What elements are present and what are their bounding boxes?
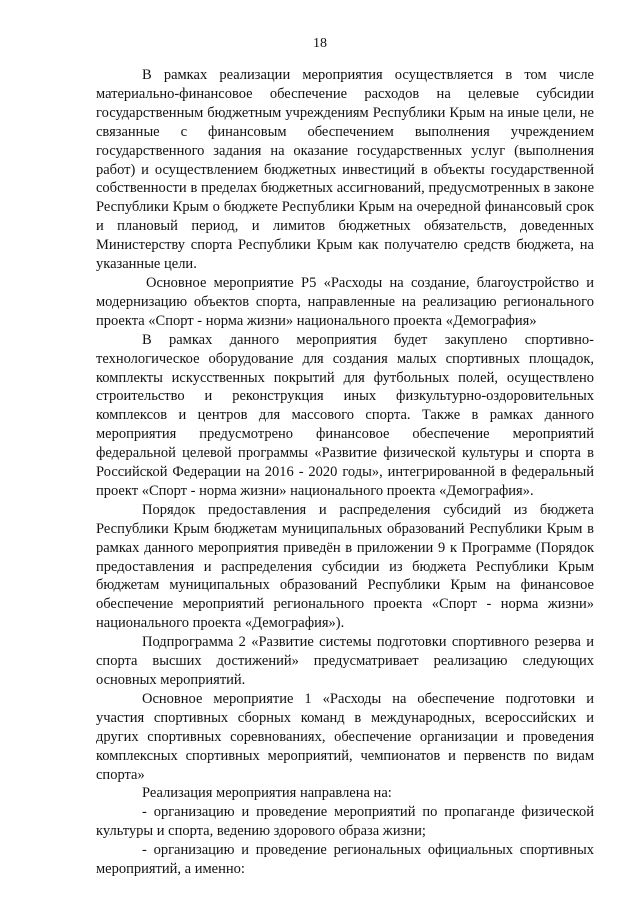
paragraph-subprogram-2: Подпрограмма 2 «Развитие системы подготовки спортивного резерва и спорта высших достижений» предусматривает реализацию следующих основных мероприятий.	[96, 634, 594, 688]
paragraph-main-event-1: Основное мероприятие 1 «Расходы на обеспечение подготовки и участия спортивных сборных команд в международных, всероссийских и других спортивных соревнованиях, обеспечение организации и проведения комплексных спортивных мероприятий, чемпионатов и первенств по видам спорта»	[96, 690, 594, 783]
paragraph-subsidies: В рамках реализации мероприятия осуществляется в том числе материально-финансовое обеспечение расходов на целевые субсидии государственным бюджетным учреждениям Республики Крым на иные цели, не связанные с финансовым обеспечением выполнения учреждением государственного задания на оказание государственных услуг (выполнения работ) и осуществлением бюджетных инвестиций в объекты государственной собственности в пределах бюджетных ассигнований, предусмотренных в законе Республики Крым о бюджете Республики Крым на очередной финансовый срок и плановый период, и лимитов бюджетных обязательств, доведенных Министерству спорта Республики Крым как получателю средств бюджета, на указанные цели.	[96, 67, 594, 273]
list-item-promotion: - организацию и проведение мероприятий по пропаганде физической культуры и спорта, ведению здорового образа жизни;	[96, 804, 594, 840]
paragraph-main-event-p5: Основное мероприятие Р5 «Расходы на создание, благоустройство и модернизацию объектов спорта, направленные на реализацию регионального проекта «Спорт - норма жизни» национального проекта «Демография»	[96, 274, 594, 329]
document-body	[96, 66, 594, 879]
list-item-regional-events: - организацию и проведение региональных официальных спортивных мероприятий, а именно:	[96, 842, 594, 878]
paragraph-equipment: В рамках данного мероприятия будет закуплено спортивно-технологическое оборудование для создания малых спортивных площадок, комплекты искусственных покрытий для футбольных полей, осуществлено строительство и реконструкция иных физкультурно-оздоровительных комплексов и центров для массового спорта. Также в рамках данного мероприятия предусмотрено финансовое обеспечение мероприятий федеральной целевой программы «Развитие физической культуры и спорта в Российской Федерации на 2016 - 2020 годы», интегрированной в федеральный проект «Спорт - норма жизни» национального проекта «Демография».	[96, 331, 594, 499]
page-number: 18	[313, 36, 327, 51]
paragraph-subsidy-procedure: Порядок предоставления и распределения субсидий из бюджета Республики Крым бюджетам муниципальных образований Республики Крым в рамках данного мероприятия приведён в приложении 9 к Программе (Порядок предоставления и распределения субсидии из бюджета Республики Крым бюджетам муниципальных образований Республики Крым на финансовое обеспечение мероприятий регионального проекта «Спорт - норма жизни» национального проекта «Демография»).	[96, 501, 594, 632]
paragraph-aimed-at: Реализация мероприятия направлена на:	[142, 785, 392, 802]
